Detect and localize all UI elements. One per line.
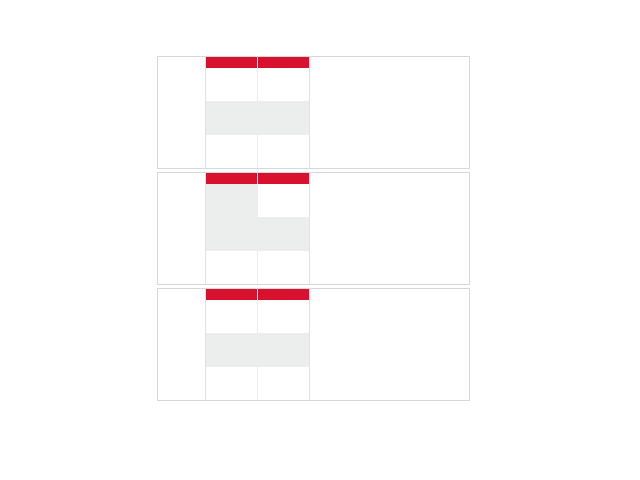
category-label [158, 289, 206, 400]
section-trash [157, 288, 470, 401]
chart-semi-trash [310, 173, 469, 284]
model-table-header [206, 173, 309, 184]
column-header-eu-stage-v [206, 289, 258, 300]
model-table-header [206, 57, 309, 68]
model-cell [258, 102, 310, 136]
column-header-non-regulated [258, 173, 310, 184]
column-header-eu-stage-v [206, 173, 258, 184]
section-semi-trash [157, 172, 470, 285]
table-row [206, 218, 309, 252]
model-table [206, 173, 310, 284]
table-row [206, 251, 309, 284]
chart-trash [310, 289, 469, 400]
model-cell [206, 135, 258, 168]
model-cell [206, 102, 258, 136]
model-cell [206, 68, 258, 102]
category-label [158, 57, 206, 168]
category-label [158, 173, 206, 284]
model-table-header [206, 289, 309, 300]
table-row [206, 68, 309, 102]
model-cell [206, 184, 258, 218]
model-cell [258, 184, 310, 218]
section-fresh-water [157, 56, 470, 169]
table-row [206, 367, 309, 400]
model-cell [258, 218, 310, 252]
model-cell [258, 300, 310, 334]
model-cell [206, 300, 258, 334]
model-cell [206, 251, 258, 284]
model-table [206, 57, 310, 168]
chart-fresh-water [310, 57, 469, 168]
column-header-non-regulated [258, 289, 310, 300]
table-row [206, 300, 309, 334]
model-table [206, 289, 310, 400]
model-cell [206, 367, 258, 400]
model-cell [206, 334, 258, 368]
table-row [206, 334, 309, 368]
column-header-eu-stage-v [206, 57, 258, 68]
table-row [206, 102, 309, 136]
model-cell [258, 68, 310, 102]
model-cell [258, 135, 310, 168]
table-row [206, 135, 309, 168]
model-cell [258, 334, 310, 368]
table-row [206, 184, 309, 218]
model-cell [206, 218, 258, 252]
model-cell [258, 251, 310, 284]
model-cell [258, 367, 310, 400]
column-header-non-regulated [258, 57, 310, 68]
